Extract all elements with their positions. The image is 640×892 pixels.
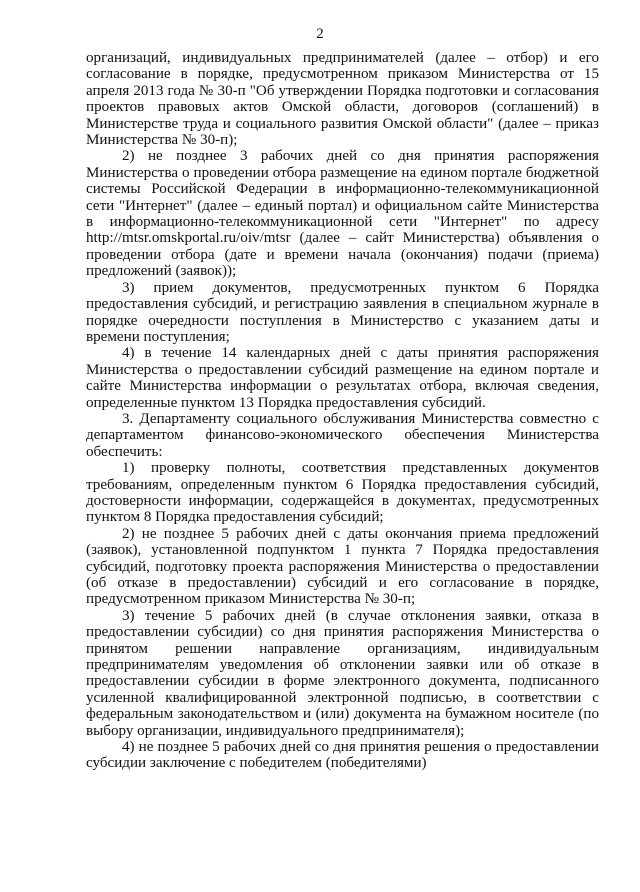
- paragraph: 1) проверку полноты, соответствия представленных документов требованиям, определенным пунктом 6 Порядка предоставления субсидий, достоверности информации, содержащейся в документах, предусмотренных пунктом 8 Порядка предоставления субсидий;: [86, 460, 599, 526]
- paragraph: 4) в течение 14 календарных дней с даты принятия распоряжения Министерства о предоставлении субсидий размещение на едином портале и сайте Министерства информации о результатах отбора, включая сведения, определенные пунктом 13 Порядка предоставления субсидий.: [86, 345, 599, 411]
- paragraph: 3) течение 5 рабочих дней (в случае отклонения заявки, отказа в предоставлении субсидии) со дня принятия распоряжения Министерства о принятом решении направление организациям, индивидуальным предпринимателям уведомления об отклонении заявки или об отказе в предоставлении субсидии в форме электронного документа, подписанного усиленной квалифицированной электронной подписью, в соответствии с федеральным законодательством и (или) документа на бумажном носителе (по выбору организации, индивидуального предпринимателя);: [86, 607, 599, 739]
- paragraph: 3. Департаменту социального обслуживания Министерства совместно с департаментом финансово-экономического обеспечения Министерства обеспечить:: [86, 410, 599, 460]
- paragraph: организаций, индивидуальных предпринимателей (далее – отбор) и его согласование в порядке, предусмотренном приказом Министерства от 15 апреля 2013 года № 30-п "Об утверждении Порядка подготовки и согласования проектов правовых актов Омской области, договоров (соглашений) в Министерстве труда и социального развития Омской области" (далее – приказ Министерства № 30-п);: [86, 50, 599, 149]
- paragraph: 2) не позднее 3 рабочих дней со дня принятия распоряжения Министерства о проведении отбора размещение на едином портале бюджетной системы Российской Федерации в информационно-телекоммуникационной сети "Интернет" (далее – единый портал) и официальном сайте Министерства в информационно-телекоммуникационной сети "Интернет" по адресу http://mtsr.omskportal.ru/oiv/mtsr (далее – сайт Министерства) объявления о проведении отбора (дате и времени начала (окончания) подачи (приема) предложений (заявок));: [86, 148, 599, 280]
- paragraph: 3) прием документов, предусмотренных пунктом 6 Порядка предоставления субсидий, и регистрацию заявления в специальном журнале в порядке очередности поступления в Министерство с указанием даты и времени поступления;: [86, 279, 599, 345]
- page-number: 2: [316, 26, 324, 42]
- paragraph: 2) не позднее 5 рабочих дней с даты окончания приема предложений (заявок), установленной подпунктом 1 пункта 7 Порядка предоставления субсидий, подготовку проекта распоряжения Министерства о предоставлении (об отказе в предоставлении) субсидий и его согласование в порядке, предусмотренном приказом Министерства № 30-п;: [86, 525, 599, 608]
- document-body: [86, 50, 599, 772]
- paragraph: 4) не позднее 5 рабочих дней со дня принятия решения о предоставлении субсидии заключение с победителем (победителями): [86, 739, 599, 772]
